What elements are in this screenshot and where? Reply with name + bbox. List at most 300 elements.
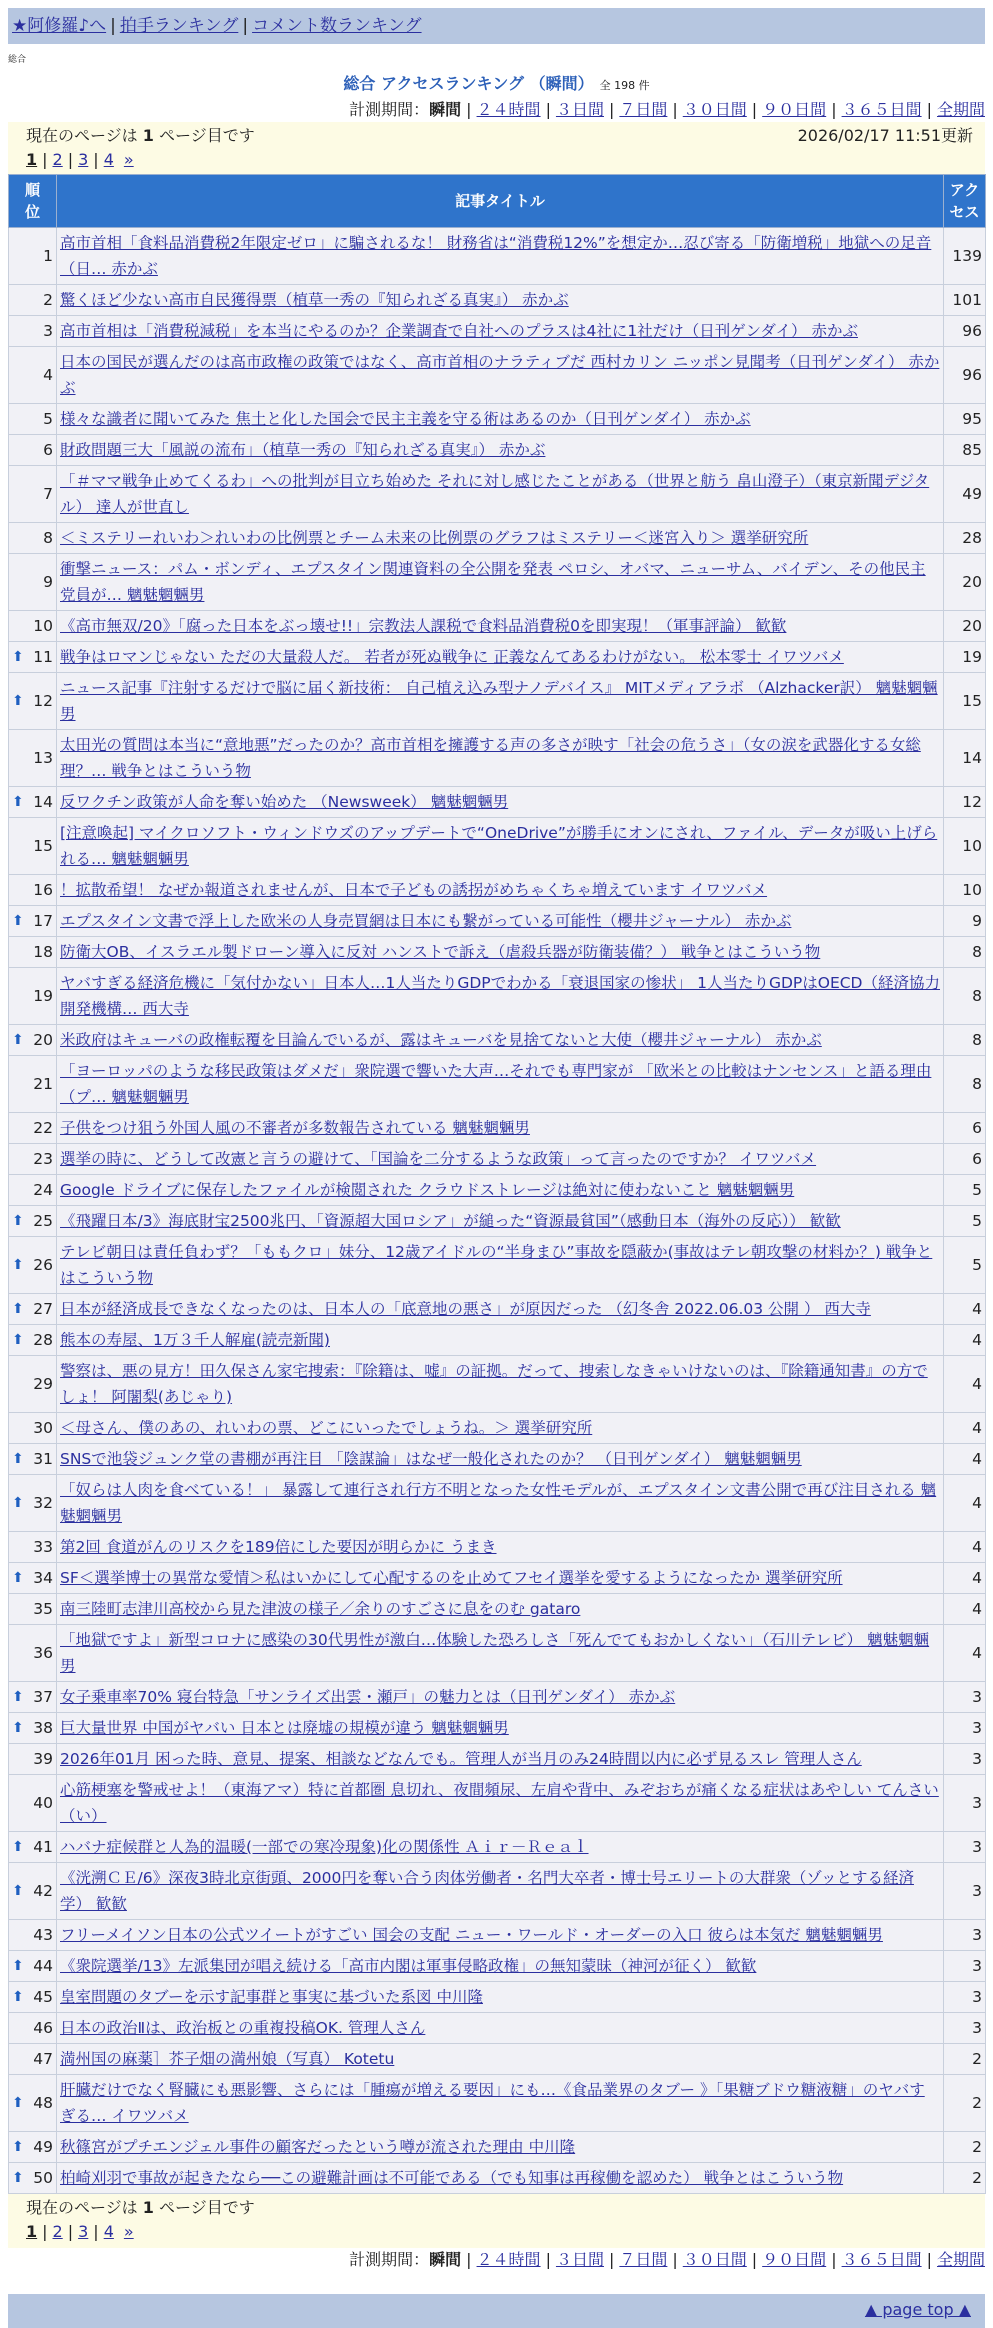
title-cell [57, 1832, 944, 1863]
access-count: 3 [944, 1775, 986, 1832]
rank-number: 37 [33, 1688, 53, 1706]
period-current: 瞬間 [429, 2250, 462, 2269]
article-link[interactable]: 警察は、悪の見方！田久保さん家宅捜索：『除籍は、嘘』の証拠。だって、捜索しなきゃいけないのは、『除籍通知書』の方でしょ！ 阿闍梨(あじゃり) [60, 1362, 928, 1406]
table-row [9, 228, 986, 285]
title-cell [57, 1563, 944, 1594]
rank-number: 45 [33, 1988, 53, 2006]
title-cell [57, 1356, 944, 1413]
article-link[interactable]: 様々な識者に聞いてみた 焦土と化した国会で民主主義を守る術はあるのか（日刊ゲンダイ） 赤かぶ [60, 410, 751, 428]
rank-number: 14 [33, 793, 53, 811]
rank-up-arrow-icon: ⬆ [12, 2170, 24, 2186]
period-separator: | [672, 100, 678, 119]
rank-up-arrow-icon: ⬆ [12, 2139, 24, 2155]
rank-cell [9, 1713, 57, 1744]
rank-number: 38 [33, 1719, 53, 1737]
period-separator: | [926, 2250, 932, 2269]
article-link[interactable]: ハバナ症候群と人為的温暖(一部での寒冷現象)化の関係性 Ａｉｒ－Ｒｅａｌ [60, 1838, 589, 1856]
title-cell [57, 875, 944, 906]
period-link[interactable]: ３６５日間 [841, 2250, 922, 2269]
rank-up-arrow-icon: ⬆ [12, 693, 24, 709]
table-row [9, 875, 986, 906]
period-separator: | [751, 100, 758, 119]
access-count: 101 [944, 285, 986, 316]
access-count: 8 [944, 1025, 986, 1056]
rank-number: 1 [43, 247, 53, 265]
rank-cell [9, 2044, 57, 2075]
access-count: 4 [944, 1594, 986, 1625]
access-count: 2 [944, 2044, 986, 2075]
category-label: 総合 [8, 55, 27, 65]
article-link[interactable]: 心筋梗塞を警戒せよ！（東海アマ）特に首都圏 息切れ、夜間頻尿、左肩や背中、みぞおちが痛くなる症状はあやしい てんさい（い） [60, 1781, 939, 1825]
rank-number: 19 [33, 987, 53, 1005]
title-cell [57, 285, 944, 316]
article-link[interactable]: Google ドライブに保存したファイルが検閲された クラウドストレージは絶対に使わないこと 魑魅魍魎男 [60, 1181, 795, 1199]
page-link[interactable]: 3 [78, 150, 89, 169]
access-count: 4 [944, 1356, 986, 1413]
period-separator: | [608, 100, 615, 119]
access-count: 3 [944, 1982, 986, 2013]
rank-number: 3 [43, 322, 53, 340]
rank-cell [9, 1563, 57, 1594]
period-link[interactable]: ７日間 [619, 2250, 668, 2269]
period-link[interactable]: ３日間 [555, 100, 604, 119]
access-count: 28 [944, 523, 986, 554]
rank-up-arrow-icon: ⬆ [12, 1570, 24, 1586]
period-label: 計測期間： [349, 2250, 430, 2269]
page-link[interactable]: 2 [52, 150, 63, 169]
period-link[interactable]: 全期間 [936, 100, 985, 119]
period-selector [8, 98, 985, 122]
updated-timestamp: 2026/02/17 11:51更新 [797, 126, 973, 145]
period-separator: | [926, 100, 932, 119]
page-separator: | [42, 150, 48, 169]
access-count: 8 [944, 1056, 986, 1113]
article-link[interactable]: 「地獄ですよ」新型コロナに感染の30代男性が激白…体験した恐ろしさ「死んでてもおかしくない」（石川テレビ） 魑魅魍魎男 [60, 1631, 930, 1675]
access-count: 5 [944, 1175, 986, 1206]
rank-number: 15 [33, 837, 53, 855]
table-row [9, 1444, 986, 1475]
title-cell [57, 404, 944, 435]
table-header-row [9, 175, 986, 228]
access-count: 139 [944, 228, 986, 285]
title-cell [57, 1056, 944, 1113]
rank-cell [9, 1863, 57, 1920]
table-row [9, 1294, 986, 1325]
rank-cell [9, 1325, 57, 1356]
article-link[interactable]: ＜ミステリーれいわ＞れいわの比例票とチーム未来の比例票のグラフはミステリー＜迷宮入り＞ 選挙研究所 [60, 529, 809, 547]
article-link[interactable]: 《高市無双/20》「腐った日本をぶっ壊せ!!」宗教法人課税で食料品消費税0を即実現！（軍事評論） 歓歓 [60, 617, 787, 635]
article-link[interactable]: 南三陸町志津川高校から見た津波の様子／余りのすごさに息をのむ gataro [60, 1600, 581, 1618]
rank-number: 12 [33, 692, 53, 710]
rank-cell [9, 1832, 57, 1863]
title-cell [57, 1532, 944, 1563]
access-count: 6 [944, 1144, 986, 1175]
article-link[interactable]: 衝撃ニュース：パム・ボンディ、エプスタイン関連資料の全公開を発表 ペロシ、オバマ、ニューサム、バイデン、その他民主党員が… 魑魅魍魎男 [60, 560, 926, 604]
rank-cell [9, 1982, 57, 2013]
article-link[interactable]: テレビ朝日は責任負わず？「ももクロ」妹分、12歳アイドルの“半身まひ”事故を隠蔽か(事故はテレ朝攻撃の材料か？) 戦争とはこういう物 [60, 1243, 933, 1287]
rank-number: 20 [33, 1031, 53, 1049]
access-count: 20 [944, 611, 986, 642]
article-link[interactable]: 《衆院選挙/13》左派集団が唱え続ける「高市内閣は軍事侵略政権」の無知蒙昧（神河が征く） 歓歓 [60, 1957, 757, 1975]
table-row [9, 435, 986, 466]
rank-up-arrow-icon: ⬆ [12, 1958, 24, 1974]
title-cell [57, 347, 944, 404]
title-cell [57, 642, 944, 673]
rank-cell [9, 1532, 57, 1563]
page-status-prefix: 現在のページは [26, 126, 143, 145]
access-count: 3 [944, 1744, 986, 1775]
table-row [9, 2044, 986, 2075]
title-cell [57, 611, 944, 642]
article-link[interactable]: 選挙の時に、どうして改憲と言うの避けて、「国論を二分するような政策」って言ったのですか？ イワツバメ [60, 1150, 817, 1168]
article-link[interactable]: 満州国の麻薬］芥子畑の満州娘（写真） Kotetu [60, 2050, 395, 2068]
rank-cell [9, 1237, 57, 1294]
rank-cell [9, 228, 57, 285]
table-row [9, 642, 986, 673]
access-count: 85 [944, 435, 986, 466]
rank-up-arrow-icon: ⬆ [12, 1839, 24, 1855]
access-count: 3 [944, 1951, 986, 1982]
article-link[interactable]: 「＃ママ戦争止めてくるわ」への批判が目立ち始めた それに対し感じたことがある（世界と舫う 畠山澄子）（東京新聞デジタル） 達人が世直し [60, 472, 930, 516]
rank-cell [9, 1625, 57, 1682]
table-row [9, 1682, 986, 1713]
table-row [9, 523, 986, 554]
access-count: 3 [944, 1682, 986, 1713]
rank-number: 22 [33, 1119, 53, 1137]
rank-number: 10 [33, 617, 53, 635]
page-separator: | [67, 150, 74, 169]
ranking-table [8, 174, 986, 2194]
page-status-suffix: ページ目です [153, 126, 255, 145]
title-cell [57, 316, 944, 347]
rank-up-arrow-icon: ⬆ [12, 1451, 24, 1467]
period-link[interactable]: ２４時間 [476, 2250, 541, 2269]
page-status-number: 1 [142, 126, 154, 145]
title-cell [57, 1775, 944, 1832]
article-link[interactable]: フリーメイソン日本の公式ツイートがすごい 国会の支配 ニュー・ワールド・オーダーの入口 彼らは本気だ 魑魅魍魎男 [60, 1926, 883, 1944]
title-cell [57, 1863, 944, 1920]
table-row [9, 1625, 986, 1682]
table-row [9, 1863, 986, 1920]
article-link[interactable]: ＜母さん、僕のあの、れいわの票、どこにいったでしょうね。＞ 選挙研究所 [60, 1419, 593, 1437]
rank-number: 30 [33, 1419, 53, 1437]
rank-number: 43 [33, 1926, 53, 1944]
title-cell [57, 435, 944, 466]
title-cell [57, 818, 944, 875]
access-count: 14 [944, 730, 986, 787]
title-cell [57, 1682, 944, 1713]
rank-number: 8 [43, 529, 53, 547]
period-link[interactable]: ３日間 [555, 2250, 604, 2269]
table-row [9, 2013, 986, 2044]
period-link[interactable]: ３０日間 [682, 100, 747, 119]
article-link[interactable]: エプスタイン文書で浮上した欧米の人身売買網は日本にも繋がっている可能性（櫻井ジャーナル） 赤かぶ [60, 912, 792, 930]
article-link[interactable]: 高市首相「食料品消費税2年限定ゼロ」に騙されるな！ 財務省は“消費税12%”を想定か…忍び寄る「防衛増税」地獄への足音（日… 赤かぶ [60, 234, 932, 278]
table-row [9, 1594, 986, 1625]
article-link[interactable]: SF＜選挙博士の異常な愛情＞私はいかにして心配するのを止めてフセイ選挙を愛するようになったか 選挙研究所 [60, 1569, 843, 1587]
access-count: 5 [944, 1237, 986, 1294]
rank-number: 49 [33, 2138, 53, 2156]
page-link[interactable]: 2 [52, 2222, 63, 2241]
table-row [9, 1713, 986, 1744]
rank-number: 18 [33, 943, 53, 961]
page-link[interactable]: 3 [78, 2222, 89, 2241]
title-cell [57, 1144, 944, 1175]
table-row [9, 937, 986, 968]
article-link[interactable]: 「ヨーロッパのような移民政策はダメだ」衆院選で響いた大声…それでも専門家が 「欧米との比較はナンセンス」と語る理由（プ… 魑魅魍魎男 [60, 1062, 932, 1106]
title-cell [57, 1475, 944, 1532]
period-link[interactable]: ２４時間 [476, 100, 541, 119]
page-status-row [26, 124, 973, 148]
ranking-title: 総合 アクセスランキング （瞬間） [343, 74, 594, 93]
page-title [0, 72, 993, 96]
article-link[interactable]: [注意喚起] マイクロソフト・ウィンドウズのアップデートで“OneDrive”が勝手にオンにされ、ファイル、データが吸い上げられる… 魑魅魍魎男 [60, 824, 938, 868]
access-count: 3 [944, 1863, 986, 1920]
article-link[interactable]: 防衛大OB、イスラエル製ドローン導入に反対 ハンストで訴え（虐殺兵器が防衛装備？） 戦争とはこういう物 [60, 943, 821, 961]
home-link[interactable]: ★阿修羅♪へ [12, 16, 107, 36]
article-link[interactable]: 女子乗車率70% 寝台特急「サンライズ出雲・瀬戸」の魅力とは（日刊ゲンダイ） 赤かぶ [60, 1688, 676, 1706]
access-count: 8 [944, 968, 986, 1025]
table-row [9, 1356, 986, 1413]
article-link[interactable]: 日本の政治Ⅱは、政治板との重複投稿OK. 管理人さん [60, 2019, 426, 2037]
rank-cell [9, 1775, 57, 1832]
page-status [26, 124, 255, 148]
rank-number: 5 [43, 410, 53, 428]
table-row [9, 316, 986, 347]
article-link[interactable]: 太田光の質問は本当に“意地悪”だったのか？高市首相を擁護する声の多さが映す「社会の危うさ」（女の涙を武器化する女総理？… 戦争とはこういう物 [60, 736, 921, 780]
article-link[interactable]: 日本が経済成長できなくなったのは、日本人の「底意地の悪さ」が原因だった （幻冬舎 2022.06.03 公開 ） 西大寺 [60, 1300, 871, 1318]
table-row [9, 1206, 986, 1237]
rank-cell [9, 1475, 57, 1532]
title-cell [57, 2075, 944, 2132]
period-link[interactable]: ９０日間 [762, 100, 827, 119]
table-row [9, 1832, 986, 1863]
table-row [9, 2163, 986, 2194]
title-cell [57, 1951, 944, 1982]
rank-number: 47 [33, 2050, 53, 2068]
rank-cell [9, 523, 57, 554]
article-link[interactable]: 高市首相は「消費税減税」を本当にやるのか？企業調査で自社へのプラスは4社に1社だけ（日刊ゲンダイ） 赤かぶ [60, 322, 858, 340]
table-row [9, 1237, 986, 1294]
article-link[interactable]: 肝臓だけでなく腎臓にも悪影響、さらには「腫瘍が増える要因」にも…《食品業界のタブー 》「果糖ブドウ糖液糖」のヤバすぎる… イワツバメ [60, 2081, 925, 2125]
period-link[interactable]: ３０日間 [682, 2250, 747, 2269]
rank-number: 17 [33, 912, 53, 930]
rank-cell [9, 1144, 57, 1175]
page-separator: | [42, 2222, 48, 2241]
article-link[interactable]: 子供をつけ狙う外国人風の不審者が多数報告されている 魑魅魍魎男 [60, 1119, 530, 1137]
table-row [9, 2132, 986, 2163]
next-page-link[interactable]: » [123, 2222, 134, 2241]
next-page-link[interactable]: » [123, 150, 134, 169]
table-row [9, 673, 986, 730]
table-row [9, 1920, 986, 1951]
access-count: 5 [944, 1206, 986, 1237]
article-link[interactable]: 「奴らは人肉を食べている！」 暴露して連行され行方不明となった女性モデルが、エプスタイン文書公開で再び注目される 魑魅魍魎男 [60, 1481, 937, 1525]
article-link[interactable]: ヤバすぎる経済危機に「気付かない」日本人…1人当たりGDPでわかる「衰退国家の惨状」 1人当たりGDPはOECD（経済協力開発機構… 西大寺 [60, 974, 940, 1018]
rank-number: 21 [33, 1075, 53, 1093]
page-separator: | [93, 150, 99, 169]
article-link[interactable]: 戦争はロマンじゃない ただの大量殺人だ。 若者が死ぬ戦争に 正義なんてあるわけがない。 松本零士 イワツバメ [60, 648, 844, 666]
title-cell [57, 1625, 944, 1682]
access-count: 19 [944, 642, 986, 673]
rank-up-arrow-icon: ⬆ [12, 1883, 24, 1899]
table-row [9, 1982, 986, 2013]
title-cell [57, 1444, 944, 1475]
rank-number: 28 [33, 1331, 53, 1349]
article-link[interactable]: 柏崎刈羽で事故が起きたなら──この避難計画は不可能である（でも知事は再稼働を認めた） 戦争とはこういう物 [60, 2169, 844, 2187]
period-separator: | [831, 100, 837, 119]
access-count: 4 [944, 1625, 986, 1682]
period-separator: | [466, 100, 472, 119]
title-cell [57, 2044, 944, 2075]
title-cell [57, 730, 944, 787]
title-cell [57, 1982, 944, 2013]
rank-cell [9, 642, 57, 673]
table-row [9, 906, 986, 937]
article-link[interactable]: 驚くほど少ない高市自民獲得票（植草一秀の『知られざる真実』） 赤かぶ [60, 291, 569, 309]
article-link[interactable]: SNSで池袋ジュンク堂の書棚が再注目 「陰謀論」はなぜ一般化されたのか？ （日刊ゲンダイ） 魑魅魍魎男 [60, 1450, 802, 1468]
article-link[interactable]: 熊本の寿屋、1万３千人解雇(読売新聞) [60, 1331, 330, 1349]
article-link[interactable]: 巨大量世界 中国がヤバい 日本とは廃墟の規模が違う 魑魅魍魎男 [60, 1719, 509, 1737]
article-link[interactable]: 反ワクチン政策が人命を奪い始めた （Newsweek） 魑魅魍魎男 [60, 793, 509, 811]
rank-number: 32 [33, 1494, 53, 1512]
rank-cell [9, 2075, 57, 2132]
page-status [26, 2196, 255, 2220]
rank-cell [9, 1113, 57, 1144]
access-count: 4 [944, 1325, 986, 1356]
table-row [9, 1532, 986, 1563]
footer-bar [8, 2294, 985, 2328]
rank-cell [9, 466, 57, 523]
rank-cell [9, 818, 57, 875]
rank-cell [9, 1682, 57, 1713]
title-cell [57, 673, 944, 730]
page-link[interactable]: 4 [103, 2222, 114, 2241]
top-nav-bar [8, 8, 985, 44]
period-separator: | [545, 2250, 551, 2269]
rank-number: 16 [33, 881, 53, 899]
title-cell [57, 2013, 944, 2044]
title-cell [57, 1294, 944, 1325]
access-count: 15 [944, 673, 986, 730]
title-cell [57, 937, 944, 968]
article-link[interactable]: 《飛躍日本/3》海底財宝2500兆円、「資源超大国ロシア」が縋った“資源最貧国”（感動日本（海外の反応）） 歓歓 [60, 1212, 841, 1230]
access-count: 2 [944, 2132, 986, 2163]
period-separator: | [466, 2250, 472, 2269]
article-link[interactable]: 2026年01月 困った時、意見、提案、相談などなんでも。管理人が当月のみ24時間以内に必ず見るスレ 管理人さん [60, 1750, 862, 1768]
article-link[interactable]: ニュース記事『注射するだけで脳に届く新技術： 自己植え込み型ナノデバイス』 MITメディアラボ （Alzhacker訳） 魑魅魍魎男 [60, 679, 938, 723]
rank-cell [9, 937, 57, 968]
title-cell [57, 1713, 944, 1744]
article-link[interactable]: 秋篠宮がプチエンジェル事件の顧客だったという噂が流された理由 中川隆 [60, 2138, 576, 2156]
rank-cell [9, 1444, 57, 1475]
page-link[interactable]: 4 [103, 150, 114, 169]
rank-up-arrow-icon: ⬆ [12, 913, 24, 929]
rank-number: 40 [33, 1794, 53, 1812]
rank-number: 6 [43, 441, 53, 459]
period-link[interactable]: 全期間 [936, 2250, 985, 2269]
period-separator: | [751, 2250, 758, 2269]
rank-number: 50 [33, 2169, 53, 2187]
title-cell [57, 1206, 944, 1237]
table-row [9, 1056, 986, 1113]
access-count: 2 [944, 2163, 986, 2194]
rank-cell [9, 404, 57, 435]
rank-cell [9, 787, 57, 818]
rank-column-header: 順位 [9, 175, 57, 228]
period-separator: | [608, 2250, 615, 2269]
table-row [9, 611, 986, 642]
rank-cell [9, 1294, 57, 1325]
rank-cell [9, 1594, 57, 1625]
title-cell [57, 523, 944, 554]
title-cell [57, 1920, 944, 1951]
applause-ranking-link[interactable]: 拍手ランキング [119, 16, 239, 36]
rank-cell [9, 1206, 57, 1237]
rank-number: 25 [33, 1212, 53, 1230]
article-link[interactable]: 財政問題三大「風説の流布」（植草一秀の『知られざる真実』） 赤かぶ [60, 441, 546, 459]
rank-cell [9, 435, 57, 466]
period-link[interactable]: ７日間 [619, 100, 668, 119]
table-row [9, 1951, 986, 1982]
comment-ranking-link[interactable]: コメント数ランキング [252, 16, 422, 36]
rank-up-arrow-icon: ⬆ [12, 2095, 24, 2111]
rank-cell [9, 611, 57, 642]
title-cell [57, 1175, 944, 1206]
period-separator: | [831, 2250, 837, 2269]
access-count: 3 [944, 2013, 986, 2044]
article-link[interactable]: 第2回 食道がんのリスクを189倍にした要因が明らかに うまき [60, 1538, 497, 1556]
rank-number: 33 [33, 1538, 53, 1556]
rank-cell [9, 1356, 57, 1413]
rank-number: 31 [33, 1450, 53, 1468]
rank-cell [9, 1056, 57, 1113]
article-link[interactable]: 《洸溯ＣＥ/6》深夜3時北京街頭、2000円を奪い合う肉体労働者・名門大卒者・博士号エリートの大群衆（ゾッとする経済学） 歓歓 [60, 1869, 914, 1913]
table-row [9, 404, 986, 435]
access-count: 4 [944, 1444, 986, 1475]
title-column-header: 記事タイトル [57, 175, 944, 228]
title-cell [57, 1237, 944, 1294]
rank-number: 29 [33, 1375, 53, 1393]
article-link[interactable]: 皇室問題のタブーを示す記事群と事実に基づいた系図 中川隆 [60, 1988, 483, 2006]
period-link[interactable]: ３６５日間 [841, 100, 922, 119]
access-count: 10 [944, 818, 986, 875]
access-count: 3 [944, 1832, 986, 1863]
access-count: 96 [944, 347, 986, 404]
title-cell [57, 906, 944, 937]
rank-cell [9, 2163, 57, 2194]
period-current: 瞬間 [429, 100, 462, 119]
rank-cell [9, 875, 57, 906]
rank-up-arrow-icon: ⬆ [12, 1689, 24, 1705]
article-link[interactable]: 日本の国民が選んだのは高市政権の政策ではなく、高市首相のナラティブだ 西村カリン ニッポン見聞考（日刊ゲンダイ） 赤かぶ [60, 353, 940, 397]
article-link[interactable]: 米政府はキューバの政権転覆を目論んでいるが、露はキューバを見捨てないと大使（櫻井ジャーナル） 赤かぶ [60, 1031, 822, 1049]
period-separator: | [545, 100, 551, 119]
article-link[interactable]: ！拡散希望！ なぜか報道されませんが、日本で子どもの誘拐がめちゃくちゃ増えています イワツバメ [60, 881, 768, 899]
title-cell [57, 968, 944, 1025]
table-row [9, 285, 986, 316]
page-top-link[interactable]: ▲ page top ▲ [864, 2300, 971, 2319]
rank-number: 39 [33, 1750, 53, 1768]
rank-cell [9, 285, 57, 316]
total-count: 全 198 件 [599, 79, 650, 92]
period-link[interactable]: ９０日間 [762, 2250, 827, 2269]
rank-number: 9 [43, 573, 53, 591]
table-row [9, 1563, 986, 1594]
table-row [9, 1744, 986, 1775]
table-row [9, 968, 986, 1025]
table-row [9, 466, 986, 523]
